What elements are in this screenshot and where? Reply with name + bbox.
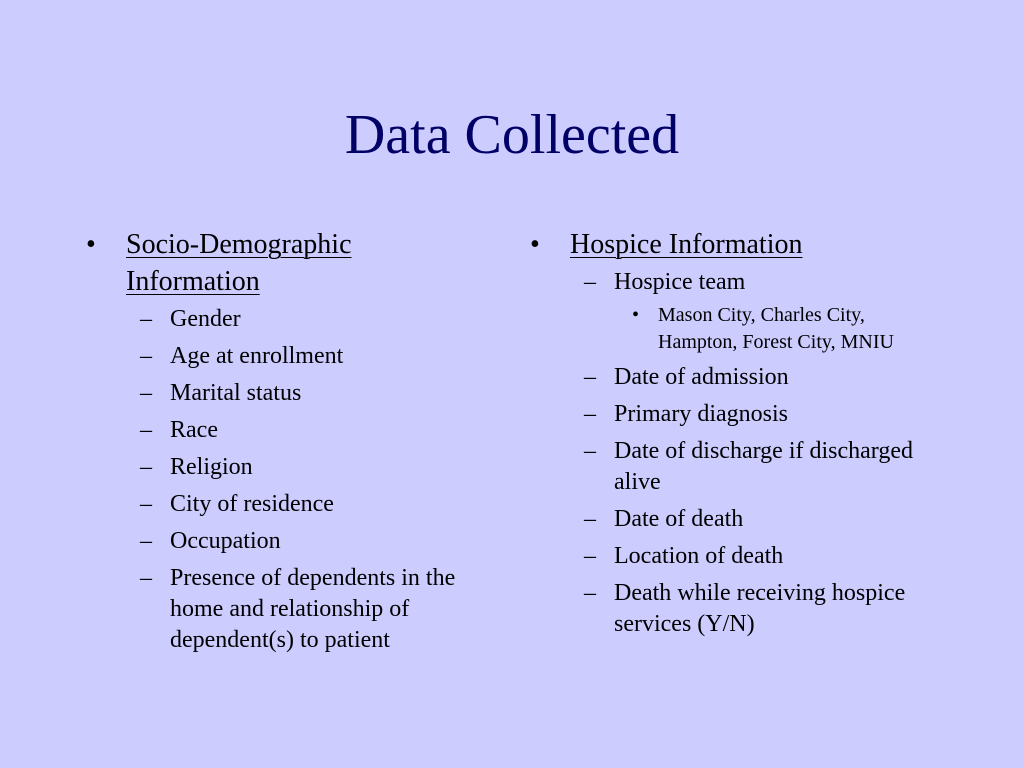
list-item (84, 341, 484, 372)
sub-list-item (528, 302, 948, 356)
dash-icon: – (584, 506, 596, 532)
list-item (528, 541, 948, 572)
dash-icon: – (140, 417, 152, 443)
list-item-text: Location of death (614, 543, 784, 569)
dash-icon: – (584, 364, 596, 390)
list-item-text: Hospice team (614, 269, 746, 295)
list-item-text: Gender (170, 306, 241, 332)
list-item (528, 504, 948, 535)
list-item (528, 267, 948, 298)
list-item (84, 304, 484, 335)
left-heading-item (84, 226, 484, 300)
list-item-text: Date of discharge if discharged alive (614, 438, 914, 495)
dash-icon: – (140, 491, 152, 517)
sub-list-item-text: Mason City, Charles City, Hampton, Forest City, MNIU (658, 304, 894, 353)
list-item-text: Date of death (614, 506, 744, 532)
list-item (84, 378, 484, 409)
bullet-icon: • (86, 229, 96, 260)
list-item (528, 399, 948, 430)
right-column-heading: Hospice Information (570, 229, 803, 260)
list-item (528, 362, 948, 393)
list-item-text: Religion (170, 454, 253, 480)
dash-icon: – (584, 401, 596, 427)
dash-icon: – (140, 380, 152, 406)
dash-icon: – (584, 269, 596, 295)
right-heading-item (528, 226, 948, 263)
list-item (84, 452, 484, 483)
list-item-text: City of residence (170, 491, 334, 517)
list-item (84, 489, 484, 520)
list-item (84, 563, 484, 656)
list-item-text: Race (170, 417, 218, 443)
list-item-text: Date of admission (614, 364, 789, 390)
dash-icon: – (140, 306, 152, 332)
dash-icon: – (584, 580, 596, 606)
dash-icon: – (140, 565, 152, 591)
list-item (528, 578, 948, 640)
list-item-text: Occupation (170, 528, 281, 554)
dash-icon: – (140, 528, 152, 554)
list-item-text: Age at enrollment (170, 343, 344, 369)
left-column (84, 226, 484, 662)
bullet-icon: • (530, 229, 540, 260)
dash-icon: – (584, 543, 596, 569)
left-column-heading: Socio-Demographic Information (126, 229, 352, 297)
list-item-text: Death while receiving hospice services (Y/N) (614, 580, 906, 637)
list-item-text: Marital status (170, 380, 302, 406)
dash-icon: – (140, 454, 152, 480)
list-item (528, 436, 948, 498)
right-column (528, 226, 948, 646)
dash-icon: – (584, 438, 596, 464)
list-item-text: Primary diagnosis (614, 401, 788, 427)
list-item (84, 415, 484, 446)
slide-title: Data Collected (344, 104, 680, 166)
list-item (84, 526, 484, 557)
dash-icon: – (140, 343, 152, 369)
right-sublist (528, 267, 948, 640)
list-item-text: Presence of dependents in the home and relationship of dependent(s) to patient (170, 565, 456, 653)
bullet-icon: • (632, 304, 640, 326)
left-sublist (84, 304, 484, 656)
